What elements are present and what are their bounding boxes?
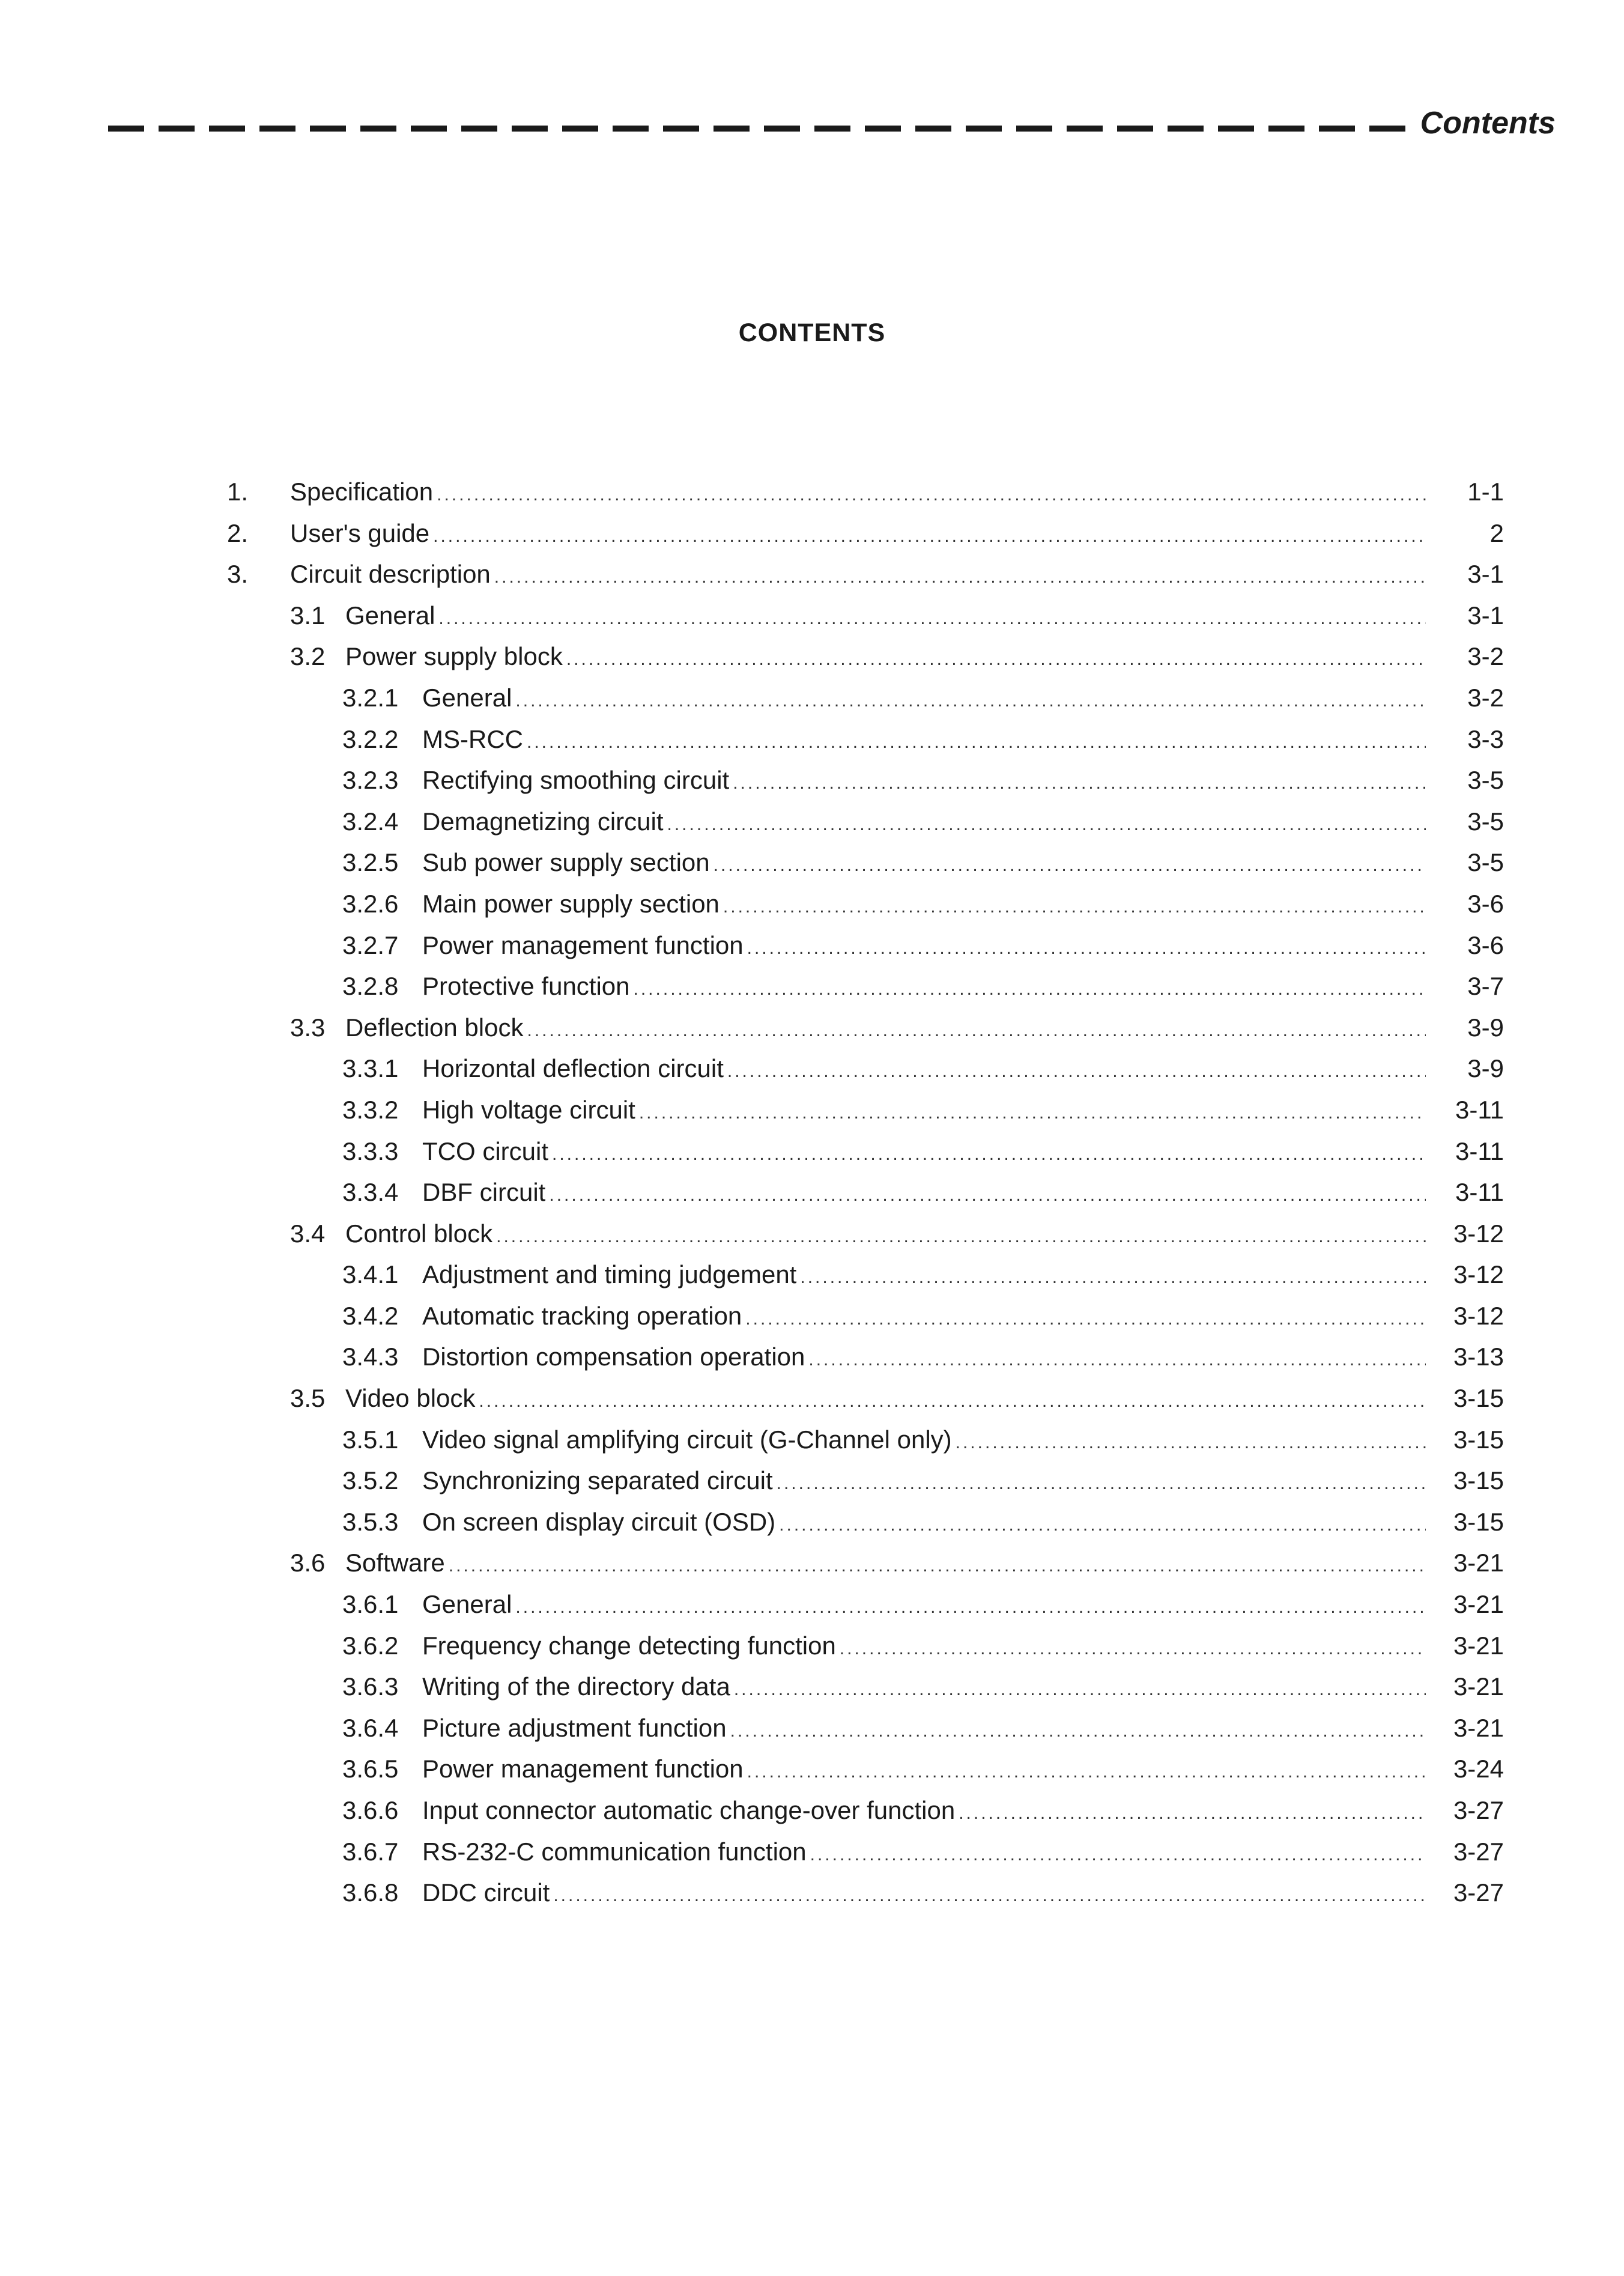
dot-leader <box>479 1381 1426 1422</box>
toc-entry-number: 3.4.3 <box>342 1343 399 1371</box>
toc-entry-number: 3.4.2 <box>342 1301 399 1330</box>
toc-entry <box>0 1872 1624 1914</box>
toc-entry-line <box>422 1460 1426 1505</box>
toc-entry <box>0 1007 1624 1049</box>
toc-entry-number: 3.3.2 <box>342 1095 399 1124</box>
toc-entry <box>0 678 1624 719</box>
toc-entry-line <box>422 1749 1426 1793</box>
toc-entry-title: General <box>422 683 512 712</box>
toc-entry-number: 3.2 <box>290 642 326 671</box>
toc-entry-line <box>422 1254 1426 1299</box>
dot-leader <box>634 969 1426 1010</box>
toc-entry-line <box>422 1831 1426 1876</box>
toc-entry-line <box>422 884 1426 928</box>
toc-entry-title: Automatic tracking operation <box>422 1301 742 1330</box>
toc-entry-line <box>290 554 1426 598</box>
toc-entry-number: 3.2.5 <box>342 848 399 877</box>
toc-entry-title: Deflection block <box>345 1013 524 1042</box>
toc-entry-number: 3.5.1 <box>342 1425 399 1454</box>
toc-entry-number: 3.6 <box>290 1549 326 1577</box>
toc-entry-number: 3. <box>227 560 249 589</box>
toc-entry-line <box>422 1048 1426 1093</box>
toc-entry-line <box>290 472 1426 516</box>
toc-entry-title: General <box>422 1590 512 1619</box>
toc-entry <box>0 1831 1624 1873</box>
toc-entry-line <box>422 760 1426 804</box>
dot-leader <box>747 928 1426 970</box>
toc-entry-number: 3.1 <box>290 601 326 630</box>
toc-entry-page: 3-2 <box>1467 683 1504 712</box>
toc-entry-number: 3.6.1 <box>342 1590 399 1619</box>
toc-entry-page: 3-1 <box>1467 560 1504 589</box>
toc-entry-page: 3-21 <box>1453 1672 1504 1701</box>
toc-entry-line <box>422 966 1426 1010</box>
dot-leader <box>515 681 1426 722</box>
toc-entry <box>0 636 1624 678</box>
toc-entry-line <box>422 719 1426 763</box>
dot-leader <box>747 1752 1426 1793</box>
toc-entry-line <box>345 1543 1426 1587</box>
toc-entry-page: 3-15 <box>1453 1384 1504 1413</box>
toc-entry-line <box>422 1625 1426 1670</box>
toc-entry-page: 2 <box>1489 518 1504 547</box>
toc-entry-page: 3-13 <box>1453 1343 1504 1371</box>
toc-entry <box>0 760 1624 801</box>
toc-entry-number: 3.3 <box>290 1013 326 1042</box>
toc-entry-number: 3.2.1 <box>342 683 399 712</box>
dot-leader <box>549 1175 1426 1216</box>
toc-entry <box>0 801 1624 843</box>
toc-entry-line <box>422 801 1426 846</box>
dot-leader <box>810 1834 1426 1876</box>
toc-entry-line <box>422 1419 1426 1464</box>
toc-entry-number: 3.3.4 <box>342 1178 399 1207</box>
toc-entry-line <box>422 1296 1426 1340</box>
toc-entry <box>0 513 1624 554</box>
toc-entry-number: 3.6.8 <box>342 1878 399 1907</box>
toc-entry-page: 3-27 <box>1453 1837 1504 1866</box>
toc-entry <box>0 1584 1624 1625</box>
toc-entry-page: 3-21 <box>1453 1549 1504 1577</box>
toc-entry <box>0 1296 1624 1337</box>
toc-entry <box>0 1378 1624 1419</box>
toc-entry-number: 3.6.4 <box>342 1713 399 1742</box>
toc-entry-page: 3-15 <box>1453 1507 1504 1536</box>
toc-entry-title: Circuit description <box>290 560 491 589</box>
toc-entry-page: 3-12 <box>1453 1301 1504 1330</box>
header-dashed-rule <box>108 126 1405 132</box>
toc-entry-title: Power supply block <box>345 642 563 671</box>
dot-leader <box>527 722 1426 763</box>
page-header <box>108 105 1556 141</box>
toc-entry-line <box>422 1872 1426 1917</box>
dot-leader <box>734 1669 1426 1711</box>
toc-entry-page: 3-2 <box>1467 642 1504 671</box>
toc-entry-number: 3.5 <box>290 1384 326 1413</box>
toc-entry <box>0 472 1624 513</box>
toc-entry-page: 3-21 <box>1453 1590 1504 1619</box>
dot-leader <box>779 1505 1426 1546</box>
dot-leader <box>730 1711 1426 1752</box>
toc-entry-number: 3.2.7 <box>342 930 399 959</box>
toc-entry-number: 3.6.5 <box>342 1755 399 1783</box>
dot-leader <box>494 557 1426 598</box>
toc-entry-page: 1-1 <box>1467 478 1504 506</box>
toc-entry <box>0 842 1624 884</box>
toc-entry-title: Video block <box>345 1384 476 1413</box>
toc-entry-line <box>345 1007 1426 1052</box>
dot-leader <box>714 845 1426 887</box>
dot-leader <box>959 1793 1426 1834</box>
toc-entry-title: DBF circuit <box>422 1178 546 1207</box>
toc-entry-page: 3-12 <box>1453 1260 1504 1289</box>
toc-entry-line <box>422 678 1426 722</box>
toc-entry <box>0 554 1624 595</box>
table-of-contents <box>0 472 1624 1914</box>
toc-entry-number: 3.2.2 <box>342 724 399 753</box>
toc-entry <box>0 1625 1624 1667</box>
dot-leader <box>723 887 1426 928</box>
toc-entry-title: On screen display circuit (OSD) <box>422 1507 776 1536</box>
toc-entry <box>0 1048 1624 1090</box>
toc-entry-title: Specification <box>290 478 434 506</box>
toc-entry-title: Rectifying smoothing circuit <box>422 766 730 795</box>
toc-entry <box>0 966 1624 1007</box>
toc-entry-line <box>422 1090 1426 1134</box>
dot-leader <box>496 1216 1426 1258</box>
toc-entry <box>0 719 1624 760</box>
toc-entry-title: TCO circuit <box>422 1136 548 1165</box>
dot-leader <box>566 639 1426 681</box>
toc-entry-number: 3.6.7 <box>342 1837 399 1866</box>
toc-entry-line <box>422 925 1426 970</box>
toc-entry-line <box>422 1172 1426 1216</box>
toc-entry-title: Picture adjustment function <box>422 1713 727 1742</box>
toc-entry-title: Input connector automatic change-over function <box>422 1796 956 1824</box>
toc-entry-page: 3-27 <box>1453 1796 1504 1824</box>
dot-leader <box>808 1340 1426 1381</box>
toc-entry <box>0 595 1624 637</box>
toc-entry-title: RS-232-C communication function <box>422 1837 807 1866</box>
toc-entry-title: Synchronizing separated circuit <box>422 1466 773 1495</box>
toc-entry-title: Software <box>345 1549 445 1577</box>
toc-entry-title: Power management function <box>422 930 744 959</box>
toc-entry-line <box>422 1584 1426 1628</box>
toc-entry <box>0 1790 1624 1831</box>
dot-leader <box>438 598 1426 640</box>
toc-entry-line <box>422 842 1426 887</box>
toc-entry-number: 3.3.3 <box>342 1136 399 1165</box>
toc-entry-page: 3-11 <box>1455 1136 1504 1165</box>
toc-entry-line <box>422 1502 1426 1546</box>
toc-entry-line <box>290 513 1426 557</box>
dot-leader <box>800 1257 1426 1299</box>
toc-entry-title: Horizontal deflection circuit <box>422 1054 724 1083</box>
toc-entry-number: 3.2.4 <box>342 807 399 836</box>
toc-entry-page: 3-27 <box>1453 1878 1504 1907</box>
dot-leader <box>727 1051 1426 1093</box>
toc-entry <box>0 1708 1624 1749</box>
toc-entry-title: Power management function <box>422 1755 744 1783</box>
toc-entry-title: DDC circuit <box>422 1878 550 1907</box>
toc-entry-page: 3-21 <box>1453 1631 1504 1660</box>
toc-entry-page: 3-15 <box>1453 1466 1504 1495</box>
dot-leader <box>437 475 1426 516</box>
toc-entry <box>0 1131 1624 1173</box>
page-title: CONTENTS <box>738 318 886 347</box>
toc-entry-line <box>422 1708 1426 1752</box>
toc-entry-page: 3-11 <box>1455 1178 1504 1207</box>
dot-leader <box>552 1134 1426 1176</box>
toc-entry-title: Adjustment and timing judgement <box>422 1260 797 1289</box>
toc-entry-title: General <box>345 601 435 630</box>
toc-entry-number: 3.2.3 <box>342 766 399 795</box>
dot-leader <box>745 1299 1426 1340</box>
toc-entry-page: 3-9 <box>1467 1054 1504 1083</box>
toc-entry-title: Distortion compensation operation <box>422 1343 805 1371</box>
toc-entry <box>0 1666 1624 1708</box>
toc-entry <box>0 1090 1624 1131</box>
toc-entry <box>0 1460 1624 1502</box>
toc-entry-line <box>422 1666 1426 1711</box>
toc-entry-page: 3-6 <box>1467 889 1504 918</box>
toc-entry-title: Protective function <box>422 972 630 1001</box>
toc-entry-title: MS-RCC <box>422 724 523 753</box>
toc-entry <box>0 1337 1624 1378</box>
toc-entry <box>0 1213 1624 1255</box>
dot-leader <box>553 1875 1426 1917</box>
dot-leader <box>527 1010 1426 1052</box>
toc-entry-title: Control block <box>345 1219 493 1248</box>
toc-entry-page: 3-9 <box>1467 1013 1504 1042</box>
toc-entry-number: 3.6.2 <box>342 1631 399 1660</box>
toc-entry-page: 3-11 <box>1455 1095 1504 1124</box>
toc-entry-line <box>422 1337 1426 1381</box>
toc-entry-page: 3-5 <box>1467 807 1504 836</box>
toc-entry-line <box>422 1790 1426 1834</box>
toc-entry-title: User's guide <box>290 518 430 547</box>
toc-entry-number: 3.6.6 <box>342 1796 399 1824</box>
dot-leader <box>639 1093 1426 1134</box>
toc-entry <box>0 1419 1624 1461</box>
dot-leader <box>733 763 1426 804</box>
toc-entry-page: 3-6 <box>1467 930 1504 959</box>
toc-entry-page: 3-5 <box>1467 848 1504 877</box>
toc-entry-page: 3-24 <box>1453 1755 1504 1783</box>
toc-entry-line <box>345 636 1426 681</box>
toc-entry-number: 3.3.1 <box>342 1054 399 1083</box>
toc-entry-title: Writing of the directory data <box>422 1672 730 1701</box>
toc-entry-page: 3-7 <box>1467 972 1504 1001</box>
dot-leader <box>667 804 1426 846</box>
toc-entry-line <box>345 1378 1426 1422</box>
toc-entry <box>0 1254 1624 1296</box>
toc-entry <box>0 1172 1624 1213</box>
toc-entry-line <box>422 1131 1426 1176</box>
toc-entry-title: Frequency change detecting function <box>422 1631 836 1660</box>
toc-entry <box>0 1749 1624 1790</box>
toc-entry-number: 3.5.3 <box>342 1507 399 1536</box>
toc-entry <box>0 1502 1624 1543</box>
dot-leader <box>840 1628 1426 1670</box>
toc-entry-page: 3-21 <box>1453 1713 1504 1742</box>
toc-entry-title: Sub power supply section <box>422 848 710 877</box>
toc-entry-page: 3-5 <box>1467 766 1504 795</box>
toc-entry-page: 3-12 <box>1453 1219 1504 1248</box>
toc-entry-number: 3.4.1 <box>342 1260 399 1289</box>
toc-entry-title: Video signal amplifying circuit (G-Channel only) <box>422 1425 952 1454</box>
toc-entry-number: 3.6.3 <box>342 1672 399 1701</box>
dot-leader <box>433 516 1426 557</box>
toc-entry-number: 3.5.2 <box>342 1466 399 1495</box>
dot-leader <box>956 1422 1426 1464</box>
toc-entry <box>0 884 1624 925</box>
dot-leader <box>449 1546 1426 1587</box>
toc-entry-title: Demagnetizing circuit <box>422 807 664 836</box>
toc-entry-number: 3.2.8 <box>342 972 399 1001</box>
toc-entry-page: 3-3 <box>1467 724 1504 753</box>
toc-entry <box>0 925 1624 967</box>
dot-leader <box>777 1463 1426 1505</box>
toc-entry-line <box>345 1213 1426 1258</box>
toc-entry-number: 3.2.6 <box>342 889 399 918</box>
running-title: Contents <box>1420 106 1556 141</box>
toc-entry-title: High voltage circuit <box>422 1095 635 1124</box>
toc-entry-page: 3-1 <box>1467 601 1504 630</box>
dot-leader <box>515 1587 1426 1628</box>
toc-entry <box>0 1543 1624 1584</box>
toc-entry-page: 3-15 <box>1453 1425 1504 1454</box>
toc-entry-number: 1. <box>227 478 249 506</box>
toc-entry-number: 2. <box>227 518 249 547</box>
toc-entry-number: 3.4 <box>290 1219 326 1248</box>
toc-entry-line <box>345 595 1426 640</box>
toc-entry-title: Main power supply section <box>422 889 720 918</box>
